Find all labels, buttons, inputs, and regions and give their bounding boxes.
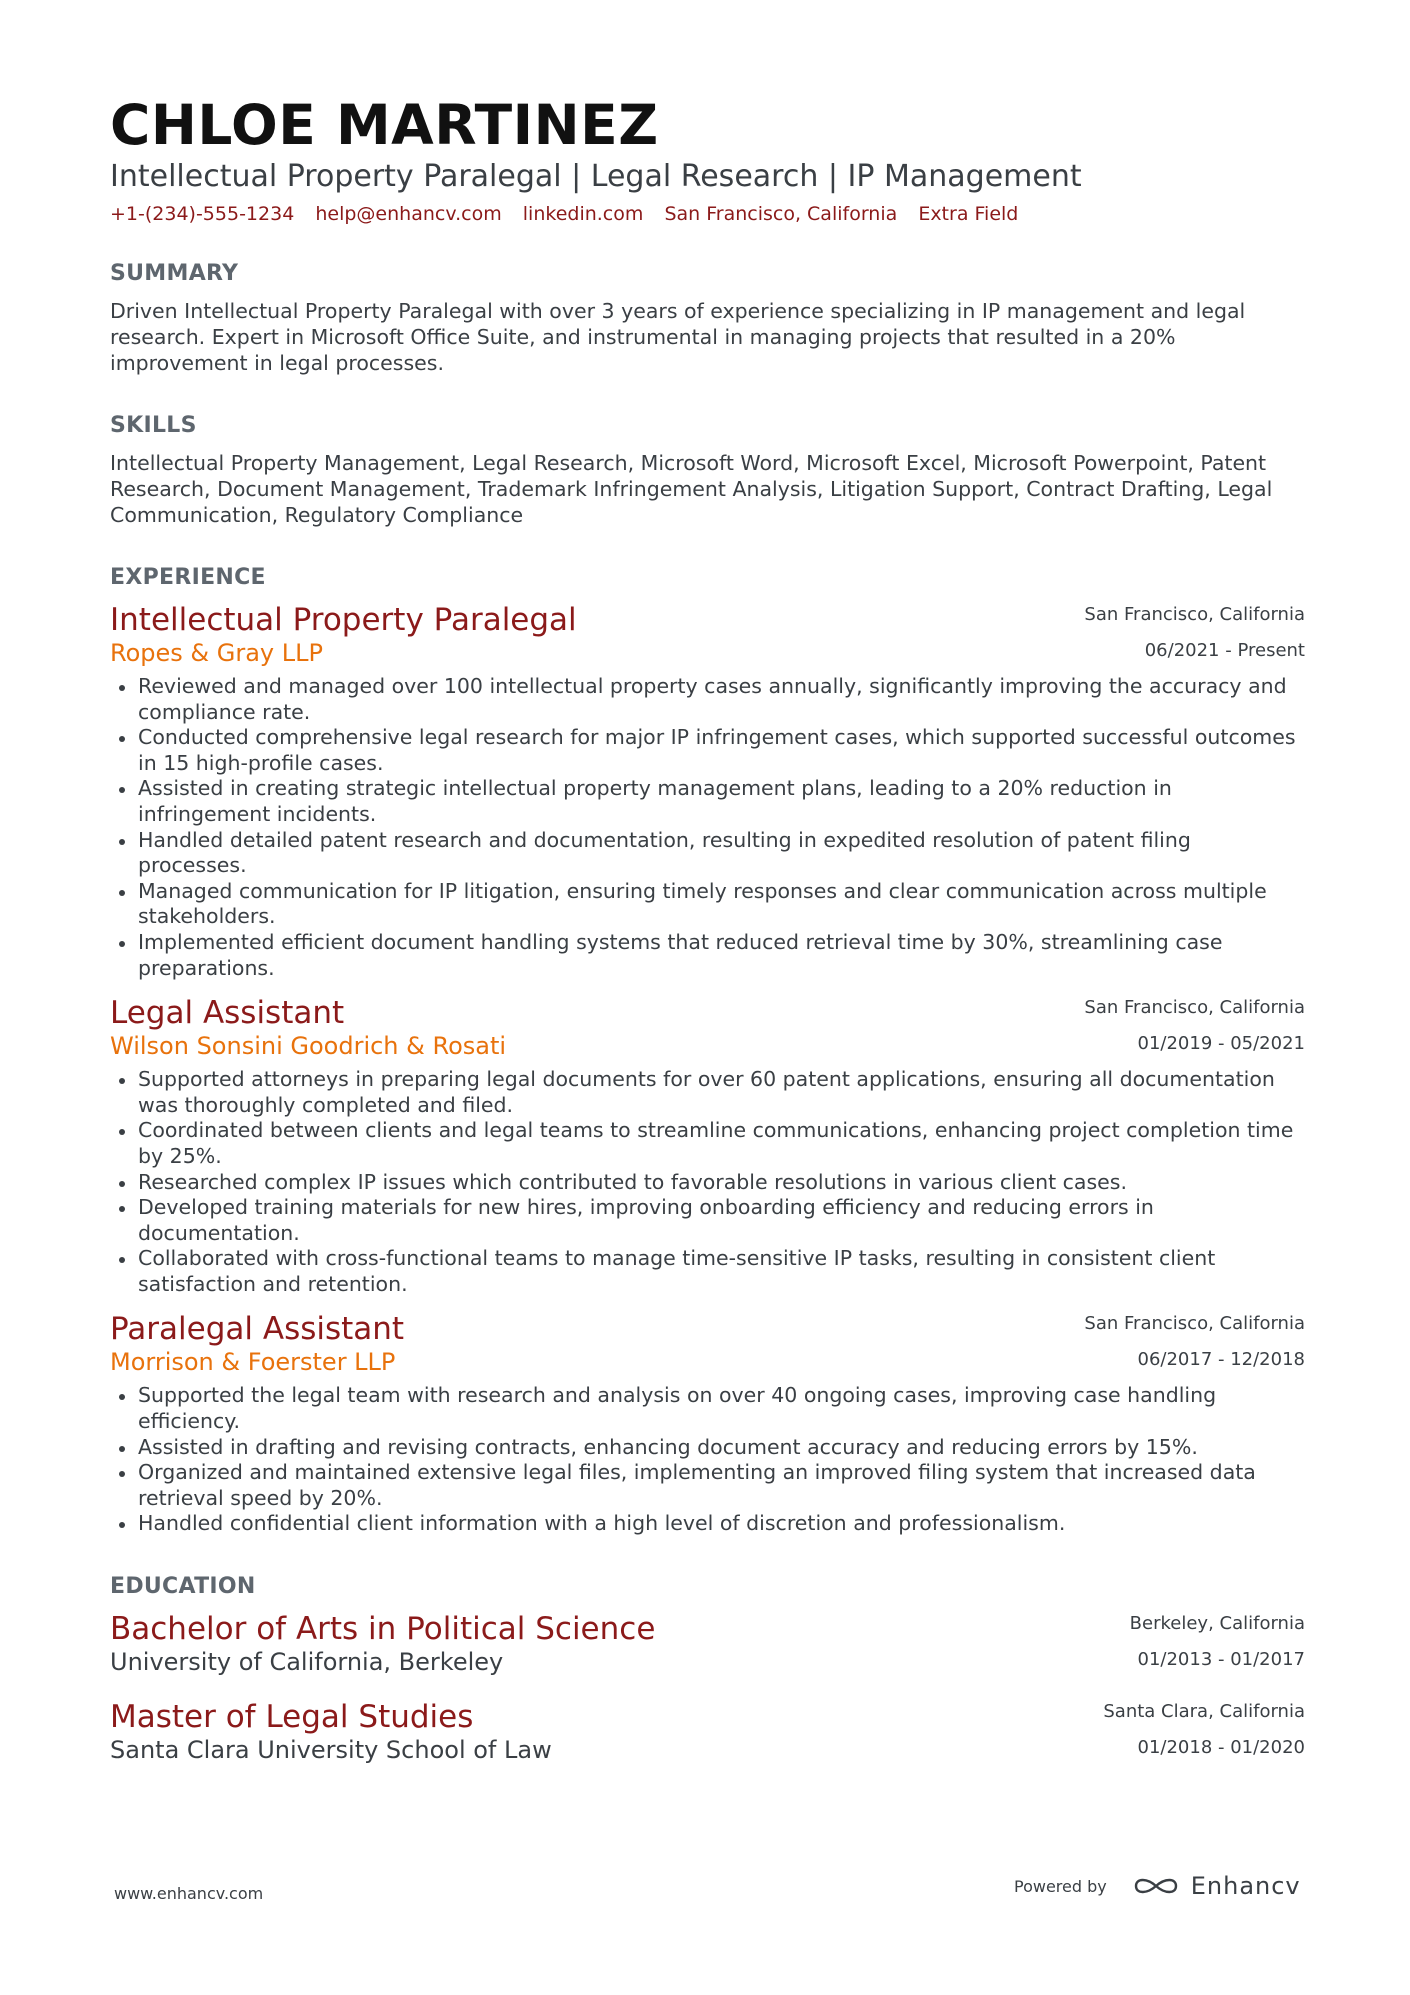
education-degree: Bachelor of Arts in Political Science (110, 1611, 656, 1648)
job-title: Legal Assistant (110, 995, 345, 1032)
bullet-item: Supported the legal team with research and analysis on over 40 ongoing cases, improving case handling efficiency. (110, 1383, 1305, 1434)
contact-linkedin[interactable]: linkedin.com (522, 203, 644, 225)
job-entry (110, 995, 1305, 1297)
education-section (110, 1573, 1305, 1765)
bullet-item: Collaborated with cross-functional teams to manage time-sensitive IP tasks, resulting in consistent client satisfaction and retention. (110, 1246, 1305, 1297)
contact-location: San Francisco, California (664, 203, 898, 225)
job-location: San Francisco, California (1084, 604, 1305, 625)
bullet-item: Reviewed and managed over 100 intellectual property cases annually, significantly improving the accuracy and compliance rate. (110, 674, 1305, 725)
education-location: Santa Clara, California (1103, 1701, 1305, 1723)
skills-title: SKILLS (110, 413, 197, 438)
job-company: Morrison & Foerster LLP (110, 1348, 396, 1377)
job-title: Intellectual Property Paralegal (110, 602, 577, 638)
job-dates: 01/2019 - 05/2021 (1137, 1033, 1305, 1055)
bullet-item: Implemented efficient document handling systems that reduced retrieval time by 30%, streamlining case preparations. (110, 930, 1305, 981)
job-location: San Francisco, California (1084, 997, 1305, 1019)
summary-title: SUMMARY (110, 261, 239, 286)
bullet-item: Organized and maintained extensive legal files, implementing an improved filing system that increased data retrieval speed by 20%. (110, 1460, 1305, 1511)
education-entry (110, 1699, 1305, 1765)
resume-content (110, 92, 1305, 1765)
job-dates: 06/2021 - Present (1144, 640, 1305, 661)
bullet-item: Assisted in drafting and revising contracts, enhancing document accuracy and reducing errors by 15%. (110, 1435, 1305, 1461)
education-school: University of California, Berkeley (110, 1648, 504, 1677)
contact-email[interactable]: help@enhancv.com (315, 203, 502, 225)
education-entry (110, 1611, 1305, 1677)
enhancv-logo-icon (1133, 1873, 1179, 1899)
job-company: Ropes & Gray LLP (110, 639, 323, 667)
job-bullets (110, 1383, 1305, 1537)
job-bullets (110, 674, 1305, 981)
job-dates: 06/2017 - 12/2018 (1137, 1349, 1305, 1371)
education-title: EDUCATION (110, 1574, 256, 1600)
bullet-item: Managed communication for IP litigation, ensuring timely responses and clear communication across multiple stakeholders. (110, 879, 1305, 930)
summary-text: Driven Intellectual Property Paralegal with over 3 years of experience specializing in IP management and legal research. Expert in Microsoft Office Suite, and instrumental in managing projects that resulted in a 20% improvement in legal processes. (110, 299, 1246, 375)
footer-website[interactable]: www.enhancv.com (114, 1884, 264, 1903)
experience-section (110, 564, 1305, 1537)
education-location: Berkeley, California (1129, 1613, 1305, 1635)
education-dates: 01/2018 - 01/2020 (1137, 1737, 1305, 1759)
bullet-item: Handled detailed patent research and documentation, resulting in expedited resolution of patent filing processes. (110, 828, 1305, 879)
education-school: Santa Clara University School of Law (110, 1736, 552, 1765)
bullet-item: Assisted in creating strategic intellectual property management plans, leading to a 20% reduction in infringement incidents. (110, 776, 1305, 827)
job-location: San Francisco, California (1084, 1313, 1305, 1335)
job-entry (110, 602, 1305, 981)
contact-line (110, 202, 1305, 226)
skills-section (110, 412, 1305, 528)
bullet-item: Handled confidential client information with a high level of discretion and professionalism. (110, 1511, 1305, 1537)
job-entry (110, 1311, 1305, 1537)
bullet-item: Conducted comprehensive legal research for major IP infringement cases, which supported successful outcomes in 15 high-profile cases. (110, 725, 1305, 776)
bullet-item: Researched complex IP issues which contributed to favorable resolutions in various client cases. (110, 1170, 1305, 1196)
skills-text: Intellectual Property Management, Legal Research, Microsoft Word, Microsoft Excel, Microsoft Powerpoint, Patent Research, Document Management, Trademark Infringement Analysis, Litigation Support, Contract Drafting, Legal Communication, Regulatory Compliance (110, 451, 1273, 527)
bullet-item: Supported attorneys in preparing legal documents for over 60 patent applications, ensuring all documentation was thoroughly completed and filed. (110, 1067, 1305, 1118)
contact-extra-field: Extra Field (918, 203, 1019, 225)
bullet-item: Developed training materials for new hires, improving onboarding efficiency and reducing errors in documentation. (110, 1195, 1305, 1246)
candidate-name: CHLOE MARTINEZ (110, 93, 659, 157)
enhancv-brand-name[interactable]: Enhancv (1190, 1872, 1301, 1900)
job-bullets (110, 1067, 1305, 1297)
education-degree: Master of Legal Studies (110, 1699, 474, 1736)
contact-phone[interactable]: +1-(234)-555-1234 (110, 203, 295, 225)
education-dates: 01/2013 - 01/2017 (1137, 1649, 1305, 1671)
footer-branding (1014, 1872, 1301, 1900)
candidate-headline: Intellectual Property Paralegal | Legal Research | IP Management (110, 159, 1082, 194)
job-title: Paralegal Assistant (110, 1311, 405, 1348)
job-company: Wilson Sonsini Goodrich & Rosati (110, 1032, 507, 1061)
experience-title: EXPERIENCE (110, 565, 266, 590)
bullet-item: Coordinated between clients and legal teams to streamline communications, enhancing project completion time by 25%. (110, 1118, 1305, 1169)
powered-by-label: Powered by (1014, 1876, 1107, 1896)
summary-section (110, 260, 1305, 376)
